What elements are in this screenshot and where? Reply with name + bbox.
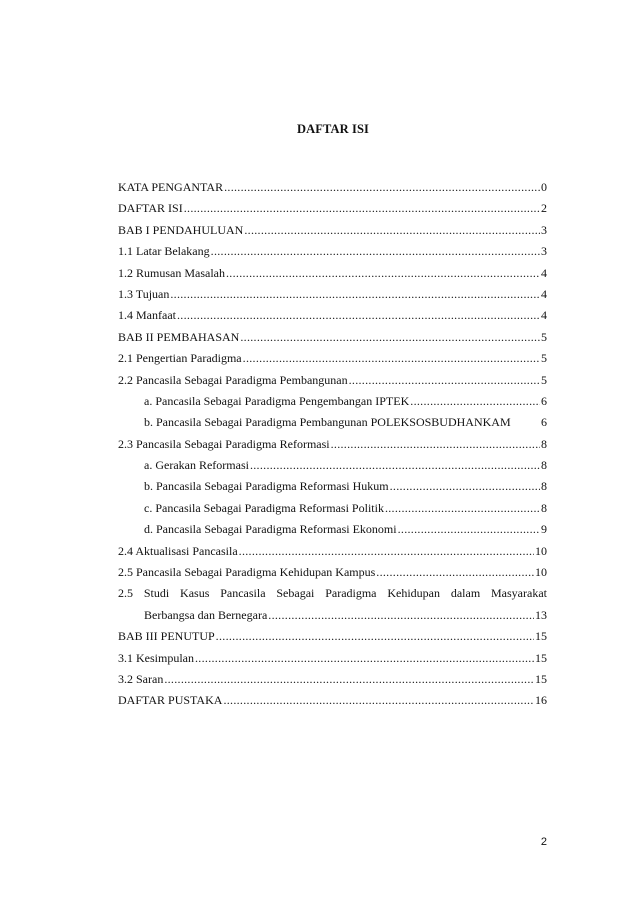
toc-entry-label: 2.5 Studi Kasus Pancasila Sebagai Paradigma Kehidupan dalam Masyarakat — [118, 586, 547, 601]
toc-entry-label: d. Pancasila Sebagai Paradigma Reformasi Ekonomi — [144, 522, 397, 537]
dot-leader — [224, 177, 540, 198]
toc-entry-1-1[interactable] — [118, 241, 547, 262]
toc-entry-label: 2.2 Pancasila Sebagai Paradigma Pembangunan — [118, 372, 348, 387]
dot-leader — [239, 541, 534, 562]
toc-entry-label: 3.2 Saran — [118, 671, 164, 686]
toc-entry-page: 4 — [541, 308, 547, 323]
toc-entry-label: b. Pancasila Sebagai Paradigma Reformasi Hukum — [144, 479, 389, 494]
toc-entry-1-3[interactable] — [118, 284, 547, 305]
toc-entry-label: 2.3 Pancasila Sebagai Paradigma Reformasi — [118, 436, 330, 451]
toc-entry-daftar-pustaka[interactable] — [118, 690, 547, 711]
table-of-contents — [118, 177, 547, 712]
toc-entry-label: DAFTAR ISI — [118, 201, 183, 216]
toc-entry-page: 10 — [535, 543, 547, 558]
dot-leader — [349, 370, 540, 391]
toc-entry-label: BAB II PEMBAHASAN — [118, 329, 240, 344]
toc-entry-bab-1[interactable] — [118, 220, 547, 241]
toc-entry-page: 2 — [541, 201, 547, 216]
dot-leader — [376, 562, 534, 583]
toc-entry-2-3-c[interactable] — [118, 498, 547, 519]
toc-entry-page: 15 — [535, 650, 547, 665]
toc-entry-label: 2.5 Pancasila Sebagai Paradigma Kehidupan Kampus — [118, 565, 376, 580]
toc-entry-3-1[interactable] — [118, 648, 547, 669]
toc-entry-2-2-b[interactable] — [118, 412, 547, 433]
toc-entry-label: 2.1 Pengertian Paradigma — [118, 351, 242, 366]
dot-leader — [240, 327, 540, 348]
toc-entry-page: 4 — [541, 286, 547, 301]
toc-entry-page: 4 — [541, 265, 547, 280]
toc-entry-2-5-studi-kasus-continued[interactable] — [118, 605, 547, 626]
toc-entry-1-2[interactable] — [118, 263, 547, 284]
toc-entry-page: 5 — [541, 351, 547, 366]
toc-entry-page: 8 — [541, 479, 547, 494]
toc-entry-daftar-isi[interactable] — [118, 198, 547, 219]
toc-entry-page: 8 — [541, 436, 547, 451]
toc-entry-label: 3.1 Kesimpulan — [118, 650, 194, 665]
toc-entry-label: c. Pancasila Sebagai Paradigma Reformasi Politik — [144, 500, 384, 515]
toc-entry-bab-3[interactable] — [118, 626, 547, 647]
toc-entry-label: 1.2 Rumusan Masalah — [118, 265, 225, 280]
toc-entry-2-3[interactable] — [118, 434, 547, 455]
toc-entry-2-4[interactable] — [118, 541, 547, 562]
toc-entry-label: Berbangsa dan Bernegara — [144, 607, 268, 622]
toc-entry-label: 1.4 Manfaat — [118, 308, 176, 323]
toc-entry-2-1[interactable] — [118, 348, 547, 369]
toc-entry-page: 8 — [541, 500, 547, 515]
toc-entry-page: 6 — [541, 415, 547, 430]
toc-entry-label: 1.1 Latar Belakang — [118, 244, 210, 259]
toc-entry-bab-2[interactable] — [118, 327, 547, 348]
toc-entry-2-5-studi-kasus[interactable] — [118, 583, 547, 604]
toc-entry-label: 2.4 Aktualisasi Pancasila — [118, 543, 238, 558]
dot-leader — [195, 648, 534, 669]
dot-leader — [211, 241, 540, 262]
toc-entry-page: 5 — [541, 329, 547, 344]
toc-entry-page: 13 — [535, 607, 547, 622]
dot-leader — [164, 669, 534, 690]
dot-leader — [226, 263, 540, 284]
toc-entry-2-3-b[interactable] — [118, 476, 547, 497]
toc-entry-page: 6 — [541, 393, 547, 408]
toc-entry-2-3-a[interactable] — [118, 455, 547, 476]
toc-entry-page: 15 — [535, 671, 547, 686]
toc-entry-1-4[interactable] — [118, 305, 547, 326]
toc-entry-page: 3 — [541, 222, 547, 237]
dot-leader — [177, 305, 540, 326]
toc-entry-label: 1.3 Tujuan — [118, 286, 170, 301]
toc-entry-kata-pengantar[interactable] — [118, 177, 547, 198]
toc-entry-page: 10 — [535, 565, 547, 580]
toc-entry-2-2[interactable] — [118, 370, 547, 391]
toc-entry-page: 8 — [541, 458, 547, 473]
toc-entry-page: 3 — [541, 244, 547, 259]
toc-entry-page: 15 — [535, 629, 547, 644]
dot-leader — [244, 220, 540, 241]
toc-entry-2-5[interactable] — [118, 562, 547, 583]
toc-entry-page: 0 — [541, 180, 547, 194]
dot-leader — [398, 519, 540, 540]
toc-entry-label: BAB III PENUTUP — [118, 629, 215, 644]
dot-leader — [268, 605, 534, 626]
toc-entry-label: a. Pancasila Sebagai Paradigma Pengembangan IPTEK — [144, 393, 410, 408]
toc-entry-label: BAB I PENDAHULUAN — [118, 222, 244, 237]
toc-entry-2-3-d[interactable] — [118, 519, 547, 540]
dot-leader — [385, 498, 540, 519]
toc-entry-label: b. Pancasila Sebagai Paradigma Pembangunan POLEKSOSBUDHANKAM — [144, 415, 511, 430]
toc-entry-label: DAFTAR PUSTAKA — [118, 693, 223, 708]
dot-leader — [390, 476, 540, 497]
dot-leader — [243, 348, 540, 369]
page-title: DAFTAR ISI — [297, 122, 369, 136]
toc-entry-page: 5 — [541, 372, 547, 387]
dot-leader — [331, 434, 540, 455]
page-number: 2 — [540, 836, 547, 848]
dot-leader — [410, 391, 540, 412]
toc-entry-page: 9 — [541, 522, 547, 537]
dot-leader — [223, 690, 534, 711]
dot-leader — [184, 198, 540, 219]
toc-entry-label: KATA PENGANTAR — [118, 180, 224, 194]
dot-leader — [216, 626, 534, 647]
toc-entry-page: 16 — [535, 693, 547, 708]
toc-entry-label: a. Gerakan Reformasi — [144, 458, 249, 473]
toc-entry-2-2-a[interactable] — [118, 391, 547, 412]
toc-entry-3-2[interactable] — [118, 669, 547, 690]
dot-leader — [250, 455, 540, 476]
dot-leader — [170, 284, 540, 305]
